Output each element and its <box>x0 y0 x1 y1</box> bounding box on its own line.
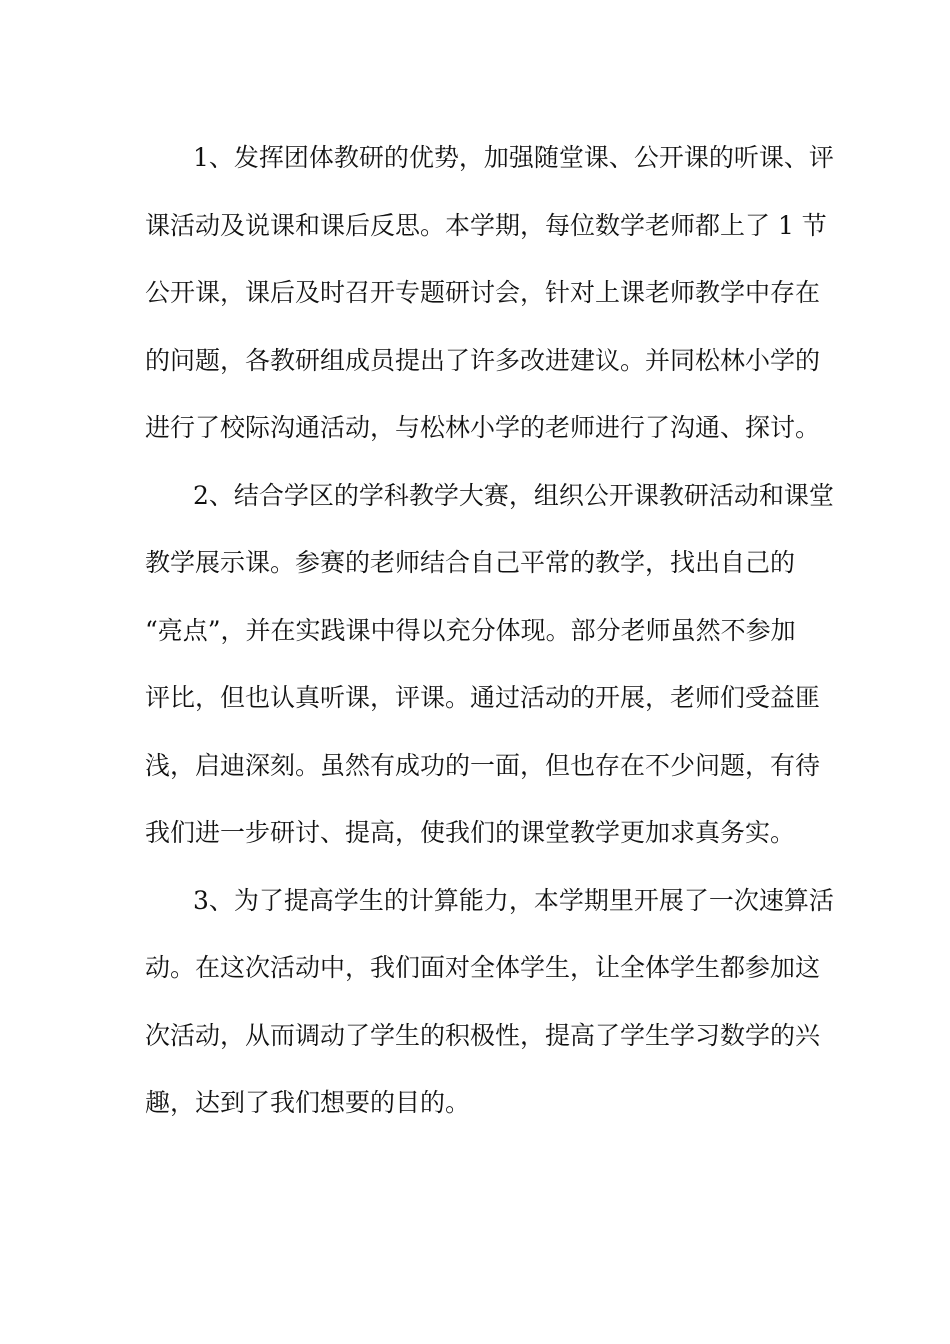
paragraph-line: 浅，启迪深刻。虽然有成功的一面，但也存在不少问题，有待 <box>145 750 821 780</box>
paragraph-line: 2、结合学区的学科教学大赛，组织公开课教研活动和课堂 <box>193 480 834 510</box>
paragraph-line: 课活动及说课和课后反思。本学期，每位数学老师都上了 1 节 <box>145 210 827 240</box>
paragraph-line: 动。在这次活动中，我们面对全体学生，让全体学生都参加这 <box>145 953 821 982</box>
document-body <box>145 124 834 1137</box>
paragraph-1 <box>145 124 834 462</box>
paragraph-line: “亮点”，并在实践课中得以充分体现。部分老师虽然不参加 <box>145 615 796 645</box>
paragraph-line: 次活动，从而调动了学生的积极性，提高了学生学习数学的兴 <box>145 1020 821 1050</box>
paragraph-line: 教学展示课。参赛的老师结合自己平常的教学，找出自己的 <box>145 548 796 577</box>
paragraph-line: 进行了校际沟通活动，与松林小学的老师进行了沟通、探讨。 <box>145 413 821 442</box>
paragraph-line: 1、发挥团体教研的优势，加强随堂课、公开课的听课、评 <box>193 143 834 172</box>
paragraph-line: 3、为了提高学生的计算能力，本学期里开展了一次速算活 <box>193 885 834 915</box>
paragraph-line: 的问题，各教研组成员提出了许多改进建议。并同松林小学的 <box>145 345 821 375</box>
paragraph-line: 趣，达到了我们想要的目的。 <box>145 1088 471 1117</box>
paragraph-2 <box>145 462 834 867</box>
paragraph-line: 我们进一步研讨、提高，使我们的课堂教学更加求真务实。 <box>145 818 796 847</box>
paragraph-line: 评比，但也认真听课，评课。通过活动的开展，老师们受益匪 <box>145 683 821 712</box>
paragraph-3 <box>145 867 834 1137</box>
paragraph-line: 公开课，课后及时召开专题研讨会，针对上课老师教学中存在 <box>145 278 821 307</box>
